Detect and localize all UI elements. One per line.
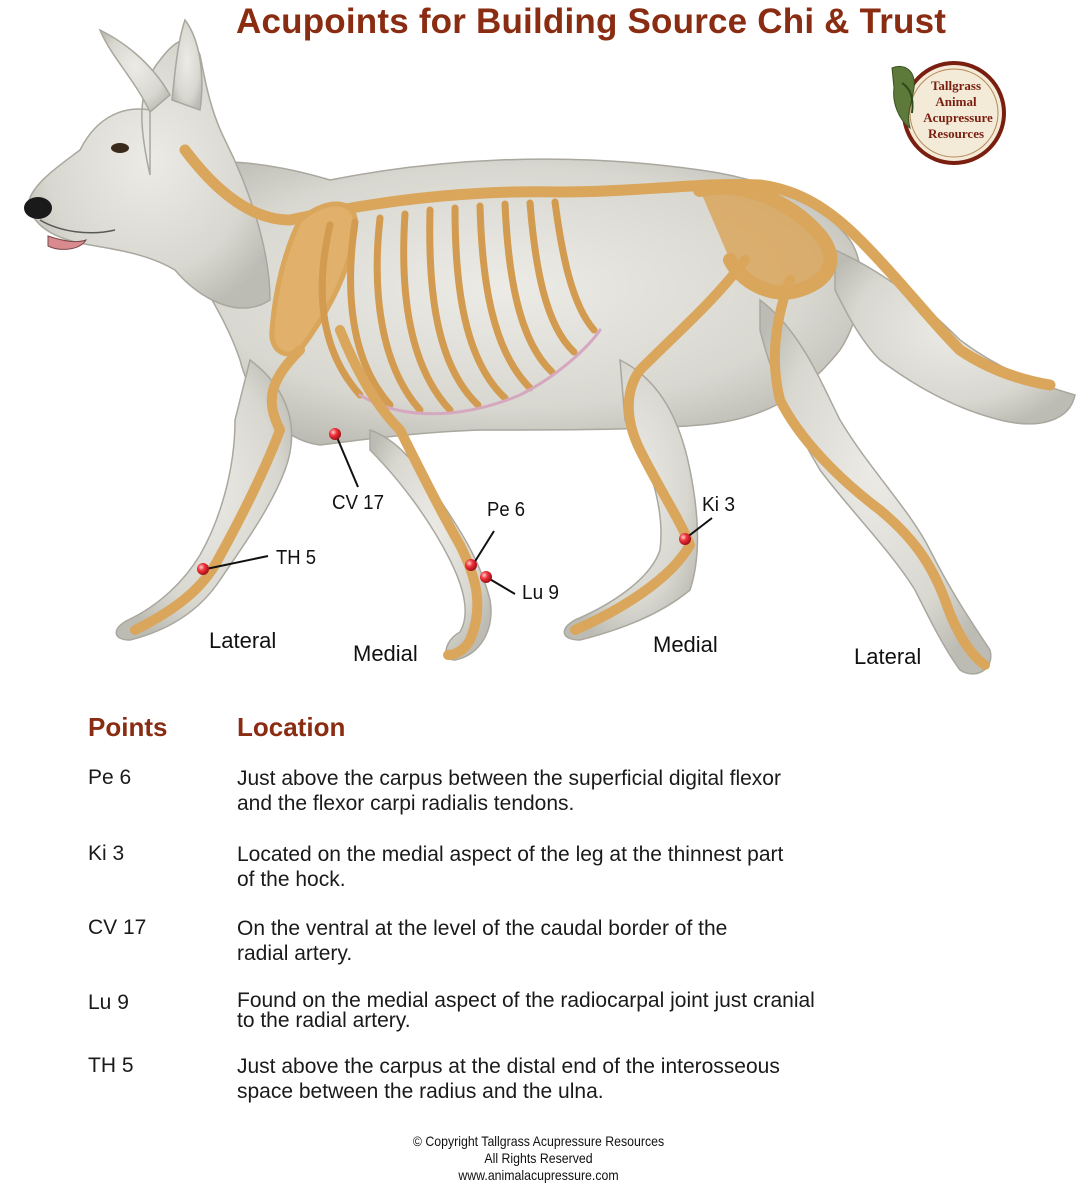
- point-name: Ki 3: [88, 842, 125, 865]
- acupoint-pe6[interactable]: [465, 559, 477, 571]
- acupoint-th5[interactable]: [197, 563, 209, 575]
- logo-line-4: Resources: [927, 126, 985, 141]
- point-location: [237, 991, 977, 1031]
- location-line: Found on the medial aspect of the radiocarpal joint just cranial: [237, 989, 815, 1012]
- location-line: radial artery.: [237, 942, 353, 965]
- view-label-hind-medial: Medial: [653, 632, 718, 657]
- view-label-hind-lateral: Lateral: [854, 644, 922, 669]
- website-link[interactable]: www.animalacupressure.com: [458, 1167, 619, 1183]
- location-line: of the hock.: [237, 868, 346, 891]
- logo-line-2: Animal: [935, 94, 977, 109]
- point-location: [237, 916, 977, 966]
- point-name: TH 5: [88, 1054, 134, 1077]
- label-ki3: Ki 3: [702, 494, 735, 516]
- location-line: to the radial artery.: [237, 1009, 411, 1032]
- label-cv17: CV 17: [332, 492, 384, 514]
- location-column-header: Location: [237, 712, 346, 742]
- label-lu9: Lu 9: [522, 582, 559, 604]
- points-column-header: Points: [88, 712, 168, 742]
- location-line: On the ventral at the level of the caudal border of the: [237, 917, 728, 940]
- point-name: CV 17: [88, 916, 147, 939]
- point-location: [237, 1054, 977, 1104]
- tallgrass-logo: [884, 58, 1012, 168]
- location-line: Located on the medial aspect of the leg at the thinnest part: [237, 843, 784, 866]
- acupoint-lu9[interactable]: [480, 571, 492, 583]
- label-th5: TH 5: [276, 547, 316, 569]
- logo-line-3: Acupressure: [923, 110, 993, 125]
- page-title: Acupoints for Building Source Chi & Trust: [236, 2, 947, 41]
- view-label-front-medial: Medial: [353, 641, 418, 666]
- point-name: Lu 9: [88, 991, 129, 1014]
- acupoint-cv17[interactable]: [329, 428, 341, 440]
- location-line: and the flexor carpi radialis tendons.: [237, 792, 575, 815]
- rights-text: All Rights Reserved: [484, 1150, 593, 1166]
- acupoint-ki3[interactable]: [679, 533, 691, 545]
- point-location: [237, 842, 977, 892]
- location-line: space between the radius and the ulna.: [237, 1080, 604, 1103]
- copyright-text: © Copyright Tallgrass Acupressure Resources: [412, 1133, 665, 1149]
- footer: [0, 1133, 1077, 1184]
- point-name: Pe 6: [88, 766, 132, 789]
- view-label-front-lateral: Lateral: [209, 628, 277, 653]
- label-pe6: Pe 6: [487, 499, 525, 521]
- location-line: Just above the carpus at the distal end of the interosseous: [237, 1055, 780, 1078]
- point-location: [237, 766, 977, 816]
- logo-line-1: Tallgrass: [930, 78, 982, 93]
- location-line: Just above the carpus between the superficial digital flexor: [237, 767, 781, 790]
